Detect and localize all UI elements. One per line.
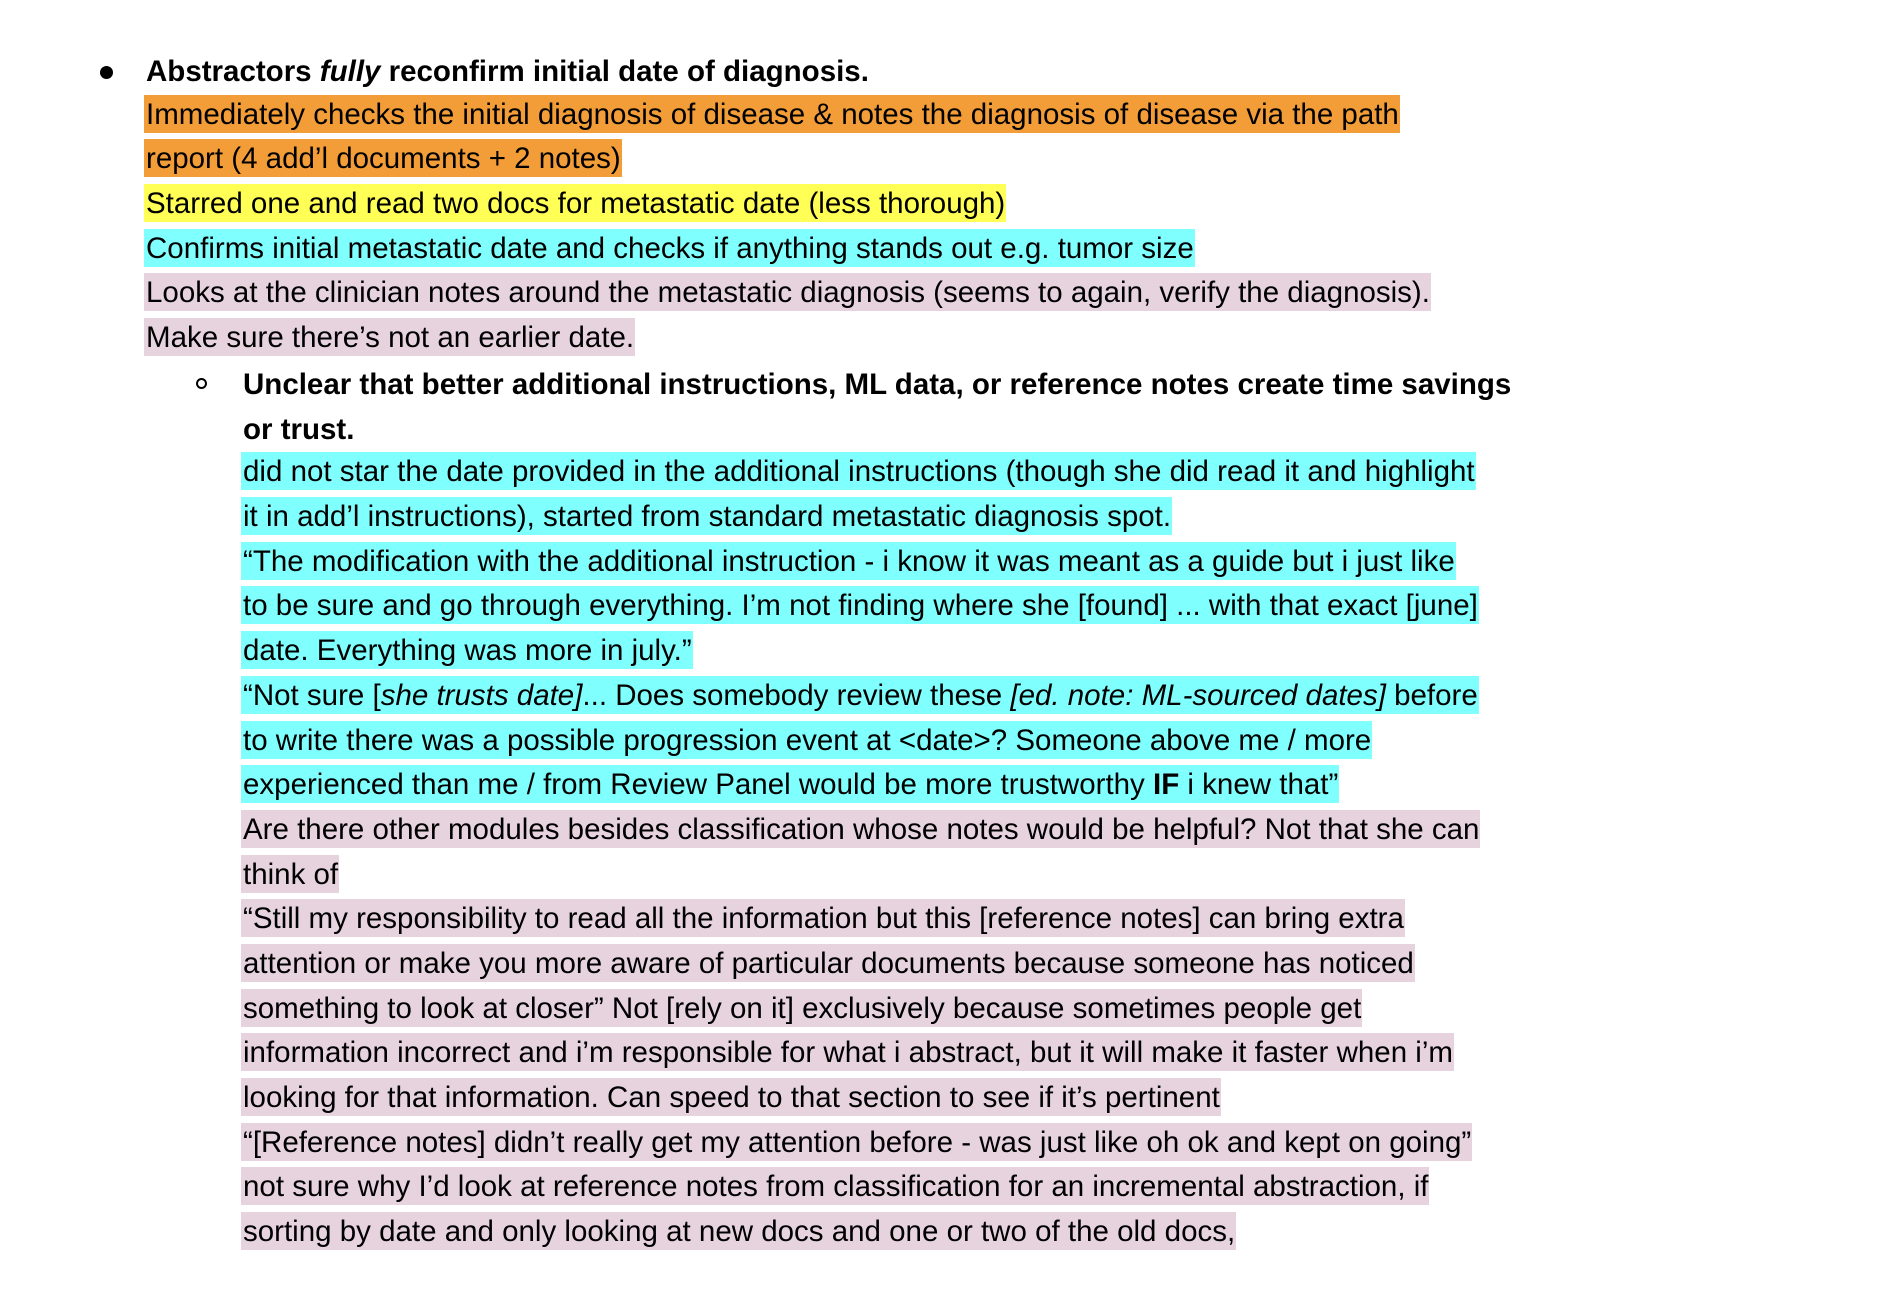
bullet-circle-icon — [196, 378, 207, 389]
highlighted-text-pink: looking for that information. Can speed to that section to see if it’s pertinent — [241, 1078, 1221, 1116]
highlighted-text-pink: “[Reference notes] didn’t really get my attention before - was just like oh ok and kept on going” — [241, 1123, 1472, 1161]
sub-bullet-item-unclear-time-savings — [243, 363, 1723, 1257]
highlighted-text-cyan: to write there was a possible progression event at <date>? Someone above me / more — [241, 721, 1372, 759]
note-line — [243, 452, 1723, 497]
note-line — [243, 944, 1723, 989]
highlighted-text-pink: Are there other modules besides classification whose notes would be helpful? Not that she can — [241, 810, 1480, 848]
highlighted-text-cyan — [241, 676, 1479, 714]
note-line — [146, 95, 1706, 140]
note-line — [146, 318, 1706, 363]
highlighted-text-cyan: did not star the date provided in the additional instructions (though she did read it and highlight — [241, 452, 1476, 490]
note-line — [243, 810, 1723, 855]
italic-editor-note: [ed. note: ML-sourced dates] — [1010, 678, 1386, 712]
title-part-2: reconfirm initial date of diagnosis. — [380, 55, 869, 88]
title-emphasis: fully — [319, 55, 381, 88]
highlighted-text-yellow: Starred one and read two docs for metastatic date (less thorough) — [144, 184, 1006, 222]
note-line — [146, 184, 1706, 229]
note-line — [243, 1212, 1723, 1257]
highlighted-text-pink: think of — [241, 855, 339, 893]
quote-text: before — [1385, 678, 1478, 712]
note-line — [243, 631, 1723, 676]
note-line — [243, 676, 1723, 721]
bullet-item-reconfirm-diagnosis — [146, 50, 1706, 363]
bold-emphasis: IF — [1153, 768, 1180, 802]
highlighted-text-pink: information incorrect and i’m responsible for what i abstract, but it will make it faster when i’m — [241, 1033, 1454, 1071]
note-line — [243, 542, 1723, 587]
highlighted-text-cyan: to be sure and go through everything. I’m not finding where she [found] ... with that exact [june] — [241, 586, 1479, 624]
note-line — [146, 273, 1706, 318]
quote-text: experienced than me / from Review Panel would be more trustworthy — [243, 768, 1154, 802]
highlighted-text-pink: attention or make you more aware of particular documents because someone has noticed — [241, 944, 1415, 982]
note-line — [243, 1123, 1723, 1168]
italic-annotation: she trusts date] — [380, 678, 583, 712]
highlighted-text-pink: Looks at the clinician notes around the metastatic diagnosis (seems to again, verify the diagnosis). — [144, 273, 1431, 311]
highlighted-text-pink: “Still my responsibility to read all the information but this [reference notes] can bring extra — [241, 899, 1405, 937]
note-line — [243, 1033, 1723, 1078]
quote-text: ... Does somebody review these — [582, 678, 1011, 712]
note-line — [243, 497, 1723, 542]
highlighted-text-cyan: Confirms initial metastatic date and checks if anything stands out e.g. tumor size — [144, 229, 1195, 267]
quote-text: i knew that” — [1179, 768, 1339, 802]
note-line — [146, 139, 1706, 184]
highlighted-text-pink: Make sure there’s not an earlier date. — [144, 318, 635, 356]
highlighted-text-pink: something to look at closer” Not [rely on it] exclusively because sometimes people get — [241, 989, 1362, 1027]
highlighted-text-cyan: “The modification with the additional instruction - i know it was meant as a guide but i just like — [241, 542, 1456, 580]
note-line — [243, 989, 1723, 1034]
highlighted-text-cyan: it in add’l instructions), started from standard metastatic diagnosis spot. — [241, 497, 1172, 535]
highlighted-text-pink: sorting by date and only looking at new docs and one or two of the old docs, — [241, 1212, 1236, 1250]
quote-text: “Not sure [ — [243, 678, 381, 712]
note-line — [146, 229, 1706, 274]
highlighted-text-cyan: date. Everything was more in july.” — [241, 631, 693, 669]
highlighted-text-pink: not sure why I’d look at reference notes from classification for an incremental abstraction, if — [241, 1167, 1429, 1205]
title-part-1: Abstractors — [146, 55, 320, 88]
note-line — [243, 855, 1723, 900]
highlighted-text-orange: report (4 add’l documents + 2 notes) — [144, 139, 622, 177]
bullet-title — [146, 50, 1706, 95]
highlighted-text-orange: Immediately checks the initial diagnosis of disease & notes the diagnosis of disease via the path — [144, 95, 1400, 133]
note-line — [243, 1167, 1723, 1212]
note-line — [243, 586, 1723, 631]
note-line — [243, 899, 1723, 944]
bullet-disc-icon — [100, 66, 113, 79]
sub-bullet-title-line: Unclear that better additional instructions, ML data, or reference notes create time savings — [243, 368, 1512, 401]
note-line — [243, 765, 1723, 810]
note-line — [243, 1078, 1723, 1123]
highlighted-text-cyan — [241, 765, 1339, 803]
sub-bullet-title-line: or trust. — [243, 412, 355, 446]
note-line — [243, 721, 1723, 766]
